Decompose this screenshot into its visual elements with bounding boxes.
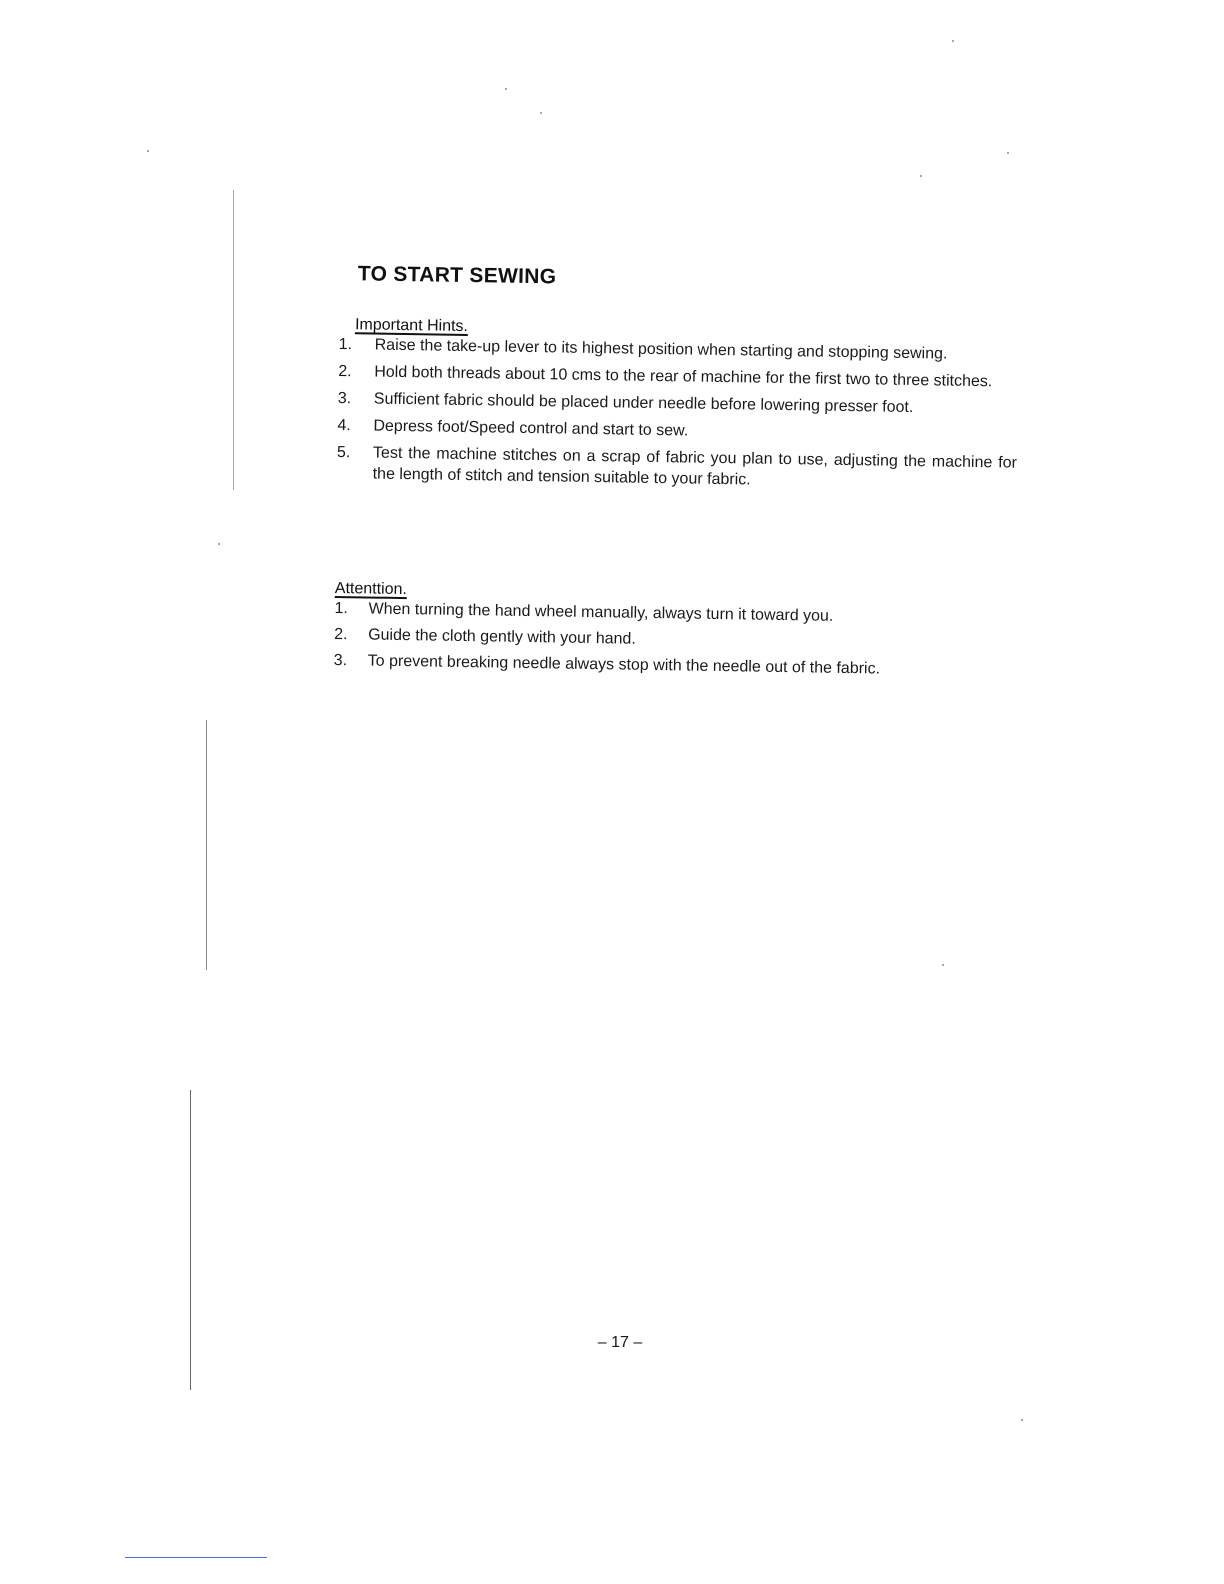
item-number: 1.	[334, 599, 349, 618]
scan-speck	[952, 40, 954, 42]
list-item	[337, 415, 1017, 447]
item-text: To prevent breaking needle always stop with the needle out of the fabric.	[367, 652, 881, 678]
important-hints-heading: Important Hints.	[354, 316, 469, 336]
scan-margin-line	[206, 720, 207, 970]
scan-speck	[147, 150, 149, 152]
scan-edge-line	[125, 1557, 267, 1558]
item-text: When turning the hand wheel manually, always turn it toward you.	[368, 600, 834, 625]
list-item	[338, 361, 1018, 393]
important-hints-list	[337, 334, 1019, 495]
item-number: 2.	[334, 625, 348, 644]
item-number: 4.	[337, 416, 351, 435]
scan-speck	[540, 112, 542, 114]
item-number: 1.	[338, 335, 353, 354]
page-title: TO START SEWING	[357, 262, 557, 289]
item-text: Sufficient fabric should be placed under needle before lowering presser foot.	[373, 390, 914, 417]
scan-speck	[920, 175, 922, 177]
list-item	[337, 442, 1018, 495]
list-item	[339, 334, 1019, 366]
item-number: 3.	[337, 389, 352, 408]
item-number: 2.	[338, 362, 352, 381]
scan-margin-line	[233, 190, 234, 490]
attention-heading: Attenttion.	[334, 579, 408, 599]
item-number: 3.	[333, 651, 348, 670]
item-text: Guide the cloth gently with your hand.	[368, 626, 636, 648]
page-number: – 17 –	[597, 1334, 643, 1351]
scan-speck	[1021, 1419, 1023, 1421]
item-text: Depress foot/Speed control and start to sew.	[373, 417, 689, 440]
scan-speck	[218, 543, 220, 545]
scan-margin-line	[190, 1090, 191, 1390]
scan-speck	[942, 964, 944, 966]
item-text: Hold both threads about 10 cms to the rear of machine for the first two to three stitches.	[374, 363, 993, 391]
item-number: 5.	[336, 443, 351, 462]
list-item	[338, 388, 1018, 420]
attention-list	[334, 598, 1015, 682]
scan-speck	[1007, 152, 1009, 154]
scan-speck	[505, 88, 507, 90]
list-item	[334, 650, 1014, 682]
document-content	[333, 262, 1019, 687]
item-text: Raise the take-up lever to its highest position when starting and stopping sewing.	[374, 336, 948, 363]
item-text: Test the machine stitches on a scrap of fabric you plan to use, adjusting the machine for the length of stitch and tension suitable to your fabric.	[372, 444, 1018, 489]
